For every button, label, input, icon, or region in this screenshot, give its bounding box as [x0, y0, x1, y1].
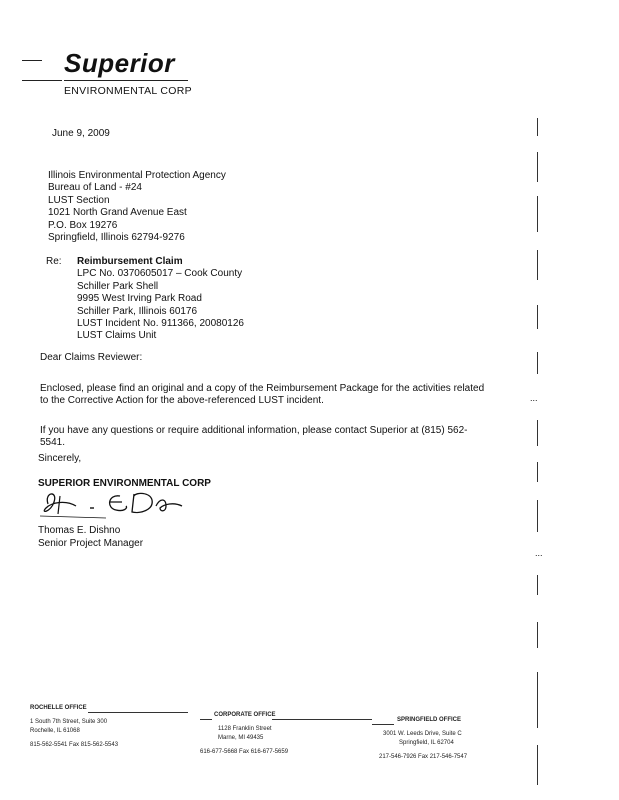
office-line: Rochelle, IL 61068	[30, 728, 80, 734]
recipient-line: Illinois Environmental Protection Agency	[48, 170, 226, 181]
re-line: Schiller Park Shell	[77, 280, 159, 292]
margin-dot: ...	[530, 393, 538, 403]
body-paragraph-2: If you have any questions or require additional information, please contact Superior at (815) 562-5541.	[40, 425, 468, 449]
office-line: 815-562-5541 Fax 815-562-5543	[30, 742, 119, 748]
re-line: Schiller Park, Illinois 60176	[77, 305, 198, 317]
margin-mark	[537, 196, 538, 232]
margin-mark	[537, 152, 538, 182]
letterhead-rule-left-2	[22, 80, 62, 81]
margin-mark	[537, 462, 538, 482]
re-line: LPC No. 0370605017 – Cook County	[77, 268, 243, 280]
margin-mark	[537, 352, 538, 374]
re-line: 9995 West Irving Park Road	[77, 293, 202, 305]
margin-dot: ...	[535, 548, 543, 558]
footer-rule	[372, 724, 394, 725]
margin-mark	[537, 745, 538, 785]
footer-office-springfield	[375, 716, 467, 762]
office-line: 217-546-7926 Fax 217-546-7547	[379, 754, 468, 760]
body-paragraph-1: Enclosed, please find an original and a copy of the Reimbursement Package for the activities related to the Corrective Action for the above-referenced LUST incident.	[40, 383, 485, 407]
margin-mark	[537, 118, 538, 136]
office-line: 1 South 7th Street, Suite 300	[30, 719, 108, 725]
recipient-line: 1021 North Grand Avenue East	[48, 207, 187, 219]
re-subject: Reimbursement Claim	[77, 256, 183, 267]
office-line: 3001 W. Leeds Drive, Suite C	[383, 731, 462, 737]
re-label: Re:	[46, 256, 62, 267]
footer-office-corporate	[200, 711, 288, 757]
margin-mark	[537, 500, 538, 532]
re-line: LUST Incident No. 911366, 20080126	[77, 318, 244, 330]
footer-office-rochelle	[30, 704, 118, 750]
signer-name: Thomas E. Dishno	[38, 525, 121, 536]
office-title: ROCHELLE OFFICE	[30, 705, 87, 711]
office-line: Marne, MI 49435	[218, 735, 264, 741]
letter-date: June 9, 2009	[52, 128, 110, 139]
company-logo-name: Superior	[64, 48, 175, 78]
recipient-line: LUST Section	[48, 194, 110, 206]
office-line: 1128 Franklin Street	[218, 726, 272, 732]
company-logo-subtitle: ENVIRONMENTAL CORP	[64, 85, 192, 97]
margin-mark	[537, 672, 538, 728]
signature-company: SUPERIOR ENVIRONMENTAL CORP	[38, 478, 211, 489]
office-line: Springfield, IL 62704	[399, 740, 454, 746]
office-line: 616-677-5668 Fax 616-677-5659	[200, 749, 289, 755]
margin-mark	[537, 250, 538, 280]
office-title: CORPORATE OFFICE	[214, 712, 276, 718]
signer-title: Senior Project Manager	[38, 538, 144, 549]
footer-rule	[88, 712, 188, 713]
margin-mark	[537, 622, 538, 648]
letterhead-rule-right	[64, 80, 188, 81]
handwritten-signature	[36, 486, 196, 522]
office-title: SPRINGFIELD OFFICE	[397, 717, 462, 723]
recipient-line: Bureau of Land - #24	[48, 182, 142, 194]
footer-rule	[200, 719, 212, 720]
recipient-address	[48, 170, 226, 244]
recipient-line: P.O. Box 19276	[48, 219, 118, 231]
margin-mark	[537, 305, 538, 329]
salutation: Dear Claims Reviewer:	[40, 352, 143, 363]
footer-rule	[272, 719, 372, 720]
margin-mark	[537, 575, 538, 595]
letterhead-rule-left	[22, 60, 42, 61]
margin-mark	[537, 420, 538, 446]
recipient-line: Springfield, Illinois 62794-9276	[48, 232, 185, 244]
closing: Sincerely,	[38, 453, 82, 464]
re-line: LUST Claims Unit	[77, 330, 157, 342]
re-block	[77, 256, 244, 343]
